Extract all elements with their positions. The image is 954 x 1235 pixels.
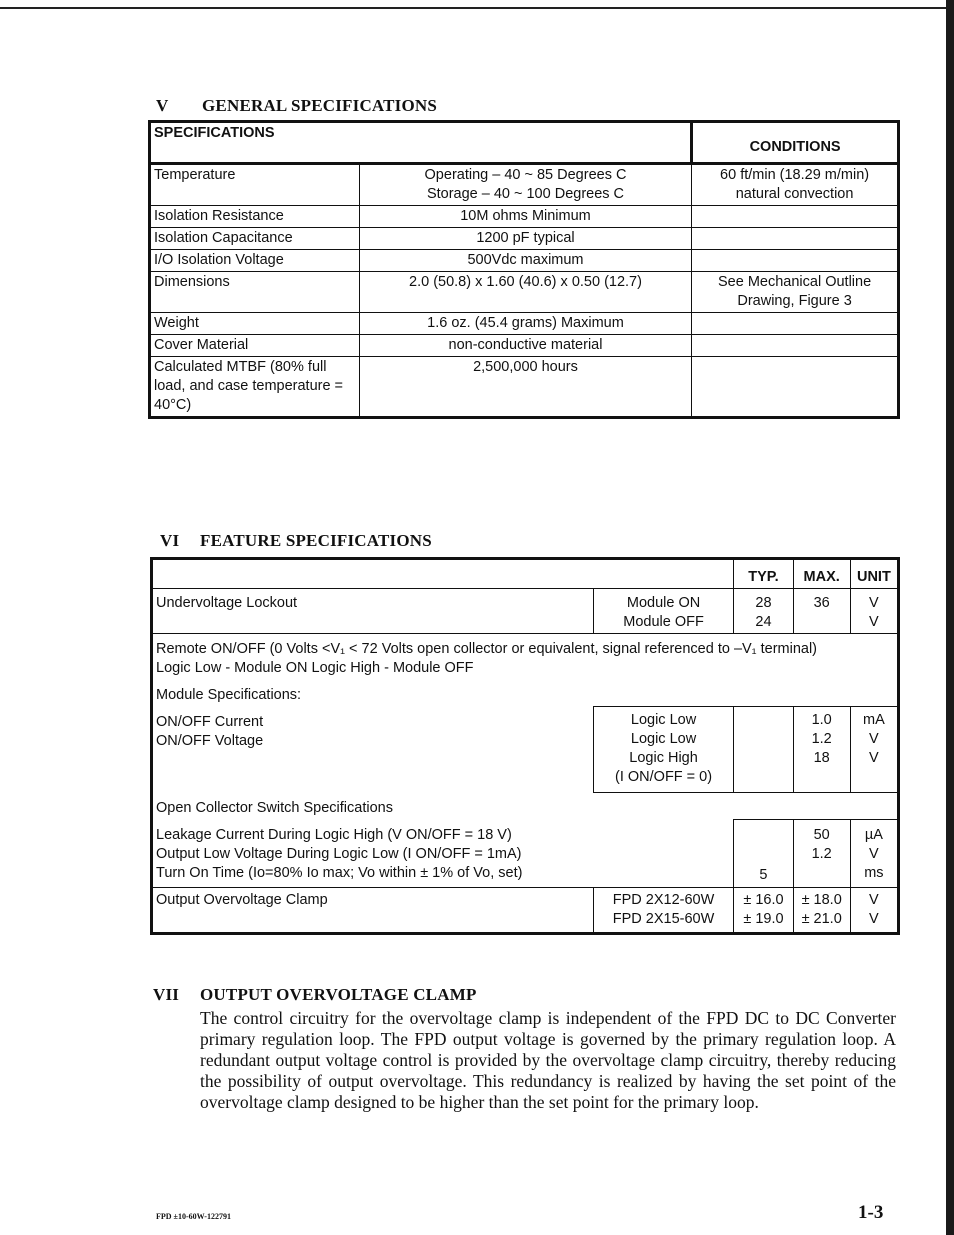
table-row xyxy=(150,335,899,357)
typ-value xyxy=(734,707,793,793)
table-row xyxy=(152,820,899,888)
max-value: 1.0 1.2 18 xyxy=(793,707,850,793)
spec-condition: 60 ft/min (18.29 m/min) natural convection xyxy=(692,164,899,206)
general-spec-table xyxy=(148,120,900,419)
feature-spec-table xyxy=(150,557,900,935)
section-title: FEATURE SPECIFICATIONS xyxy=(200,531,432,550)
typ-value: ± 16.0 ± 19.0 xyxy=(734,888,793,934)
spec-value: 2.0 (50.8) x 1.60 (40.6) x 0.50 (12.7) xyxy=(359,272,691,313)
feature-name: ON/OFF Current ON/OFF Voltage xyxy=(152,707,594,793)
max-value: 50 1.2 xyxy=(793,820,850,888)
unit-value: V V xyxy=(850,888,898,934)
header-unit: UNIT xyxy=(850,559,898,589)
section-title: OUTPUT OVERVOLTAGE CLAMP xyxy=(200,985,477,1004)
typ-value: 5 xyxy=(734,820,793,888)
table-row xyxy=(152,793,899,820)
spec-name: Isolation Resistance xyxy=(150,206,360,228)
spec-condition xyxy=(692,206,899,228)
table-row xyxy=(152,634,899,707)
spec-name: Temperature xyxy=(150,164,360,206)
spec-value: 1.6 oz. (45.4 grams) Maximum xyxy=(359,313,691,335)
section-6-heading xyxy=(160,531,432,551)
table-row xyxy=(152,589,899,634)
unit-value: mA V V xyxy=(850,707,898,793)
spec-condition xyxy=(692,250,899,272)
unit-value: µA V ms xyxy=(850,820,898,888)
max-value: 36 xyxy=(793,589,850,634)
feature-condition: Module ON Module OFF xyxy=(593,589,734,634)
open-collector-label: Open Collector Switch Specifications xyxy=(152,793,899,820)
spec-value: non-conductive material xyxy=(359,335,691,357)
spec-value: 10M ohms Minimum xyxy=(359,206,691,228)
page-edge-shadow xyxy=(946,0,954,1235)
spec-value: 2,500,000 hours xyxy=(359,357,691,418)
section-number: VII xyxy=(153,985,180,1004)
spec-condition xyxy=(692,228,899,250)
table-row xyxy=(152,707,899,793)
section-title: GENERAL SPECIFICATIONS xyxy=(202,96,438,115)
header-conditions: CONDITIONS xyxy=(692,122,899,164)
spec-name: Isolation Capacitance xyxy=(150,228,360,250)
header-specifications: SPECIFICATIONS xyxy=(150,122,692,164)
section-7-body: The control circuitry for the overvoltage clamp is independent of the FPD DC to DC Converter primary regulation loop. The FPD output voltage is governed by the primary regulation loop. A redundant output voltage control is provided by the overvoltage clamp circuitry, thereby reducing the possibility of output overvoltage. This redundancy is realized by having the set point of the overvoltage clamp designed to be higher than the set point for the primary loop. xyxy=(200,1008,896,1112)
spec-value: 500Vdc maximum xyxy=(359,250,691,272)
feature-condition: FPD 2X12-60W FPD 2X15-60W xyxy=(593,888,734,934)
header-typ: TYP. xyxy=(734,559,793,589)
feature-name: Leakage Current During Logic High (V ON/OFF = 18 V) Output Low Voltage During Logic Low (I ON/OFF = 1mA) Turn On Time (Io=80% Io max; Vo within ± 1% of Vo, set) xyxy=(152,820,734,888)
spec-condition xyxy=(692,335,899,357)
table-header-row xyxy=(152,559,899,589)
feature-name: Undervoltage Lockout xyxy=(152,589,594,634)
spec-condition: See Mechanical Outline Drawing, Figure 3 xyxy=(692,272,899,313)
spec-name: Weight xyxy=(150,313,360,335)
table-row xyxy=(150,228,899,250)
table-header-row xyxy=(150,122,899,164)
section-7-heading xyxy=(153,985,477,1005)
section-number: VI xyxy=(160,531,180,550)
table-row xyxy=(150,250,899,272)
table-row xyxy=(150,206,899,228)
spec-name: I/O Isolation Voltage xyxy=(150,250,360,272)
spec-condition xyxy=(692,357,899,418)
section-number: V xyxy=(156,96,169,115)
header-max: MAX. xyxy=(793,559,850,589)
spec-value: 1200 pF typical xyxy=(359,228,691,250)
table-row xyxy=(150,164,899,206)
typ-value: 28 24 xyxy=(734,589,793,634)
max-value: ± 18.0 ± 21.0 xyxy=(793,888,850,934)
table-row xyxy=(152,888,899,934)
spec-name: Dimensions xyxy=(150,272,360,313)
document-code: FPD ±10-60W-122791 xyxy=(156,1212,231,1221)
remote-onoff-note: Remote ON/OFF (0 Volts <V₁ < 72 Volts open collector or equivalent, signal referenced to –V₁ terminal) Logic Low - Module ON Logic High - Module OFF Module Specifications: xyxy=(152,634,899,707)
spec-value: Operating – 40 ~ 85 Degrees C Storage – 40 ~ 100 Degrees C xyxy=(359,164,691,206)
table-row xyxy=(150,313,899,335)
spec-name: Cover Material xyxy=(150,335,360,357)
section-5-heading xyxy=(156,96,437,116)
table-row xyxy=(150,272,899,313)
top-rule xyxy=(0,7,946,9)
feature-name: Output Overvoltage Clamp xyxy=(152,888,594,934)
spec-condition xyxy=(692,313,899,335)
page-number: 1-3 xyxy=(858,1202,884,1223)
table-row xyxy=(150,357,899,418)
spec-name: Calculated MTBF (80% full load, and case temperature = 40°C) xyxy=(150,357,360,418)
unit-value: V V xyxy=(850,589,898,634)
feature-condition: Logic Low Logic Low Logic High (I ON/OFF = 0) xyxy=(593,707,734,793)
module-spec-label: Module Specifications: xyxy=(156,687,302,703)
